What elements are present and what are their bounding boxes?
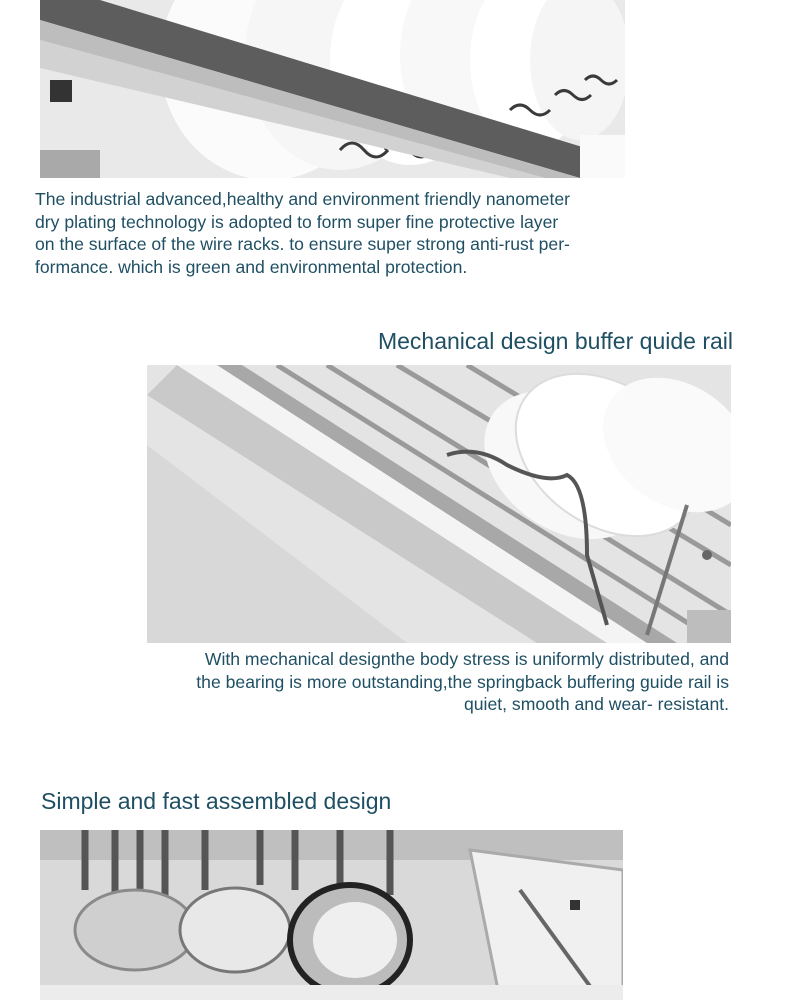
section-heading-assembled-design: Simple and fast assembled design [41,788,392,814]
guide-rail-photo [147,365,731,643]
utensil-rack-photo [40,830,623,1000]
paragraph-line: The industrial advanced,healthy and environment friendly nanometer [35,189,570,209]
paragraph-line: formance. which is green and environmental protection. [35,256,468,277]
paragraph-line: on the surface of the wire racks. to ensure super strong anti-rust per- [35,234,570,255]
nanometer-plating-description [35,188,655,278]
section-heading-guide-rail: Mechanical design buffer quide rail [377,328,733,354]
paragraph-line: the bearing is more outstanding,the springback buffering guide rail is [196,671,729,692]
paragraph-line: dry plating technology is adopted to form super fine protective layer [35,211,559,232]
dish-rack-photo [40,0,625,178]
paragraph-line: With mechanical designthe body stress is uniformly distributed, and [204,649,729,669]
guide-rail-description [109,648,729,716]
paragraph-line: quiet, smooth and wear- resistant. [463,694,729,715]
